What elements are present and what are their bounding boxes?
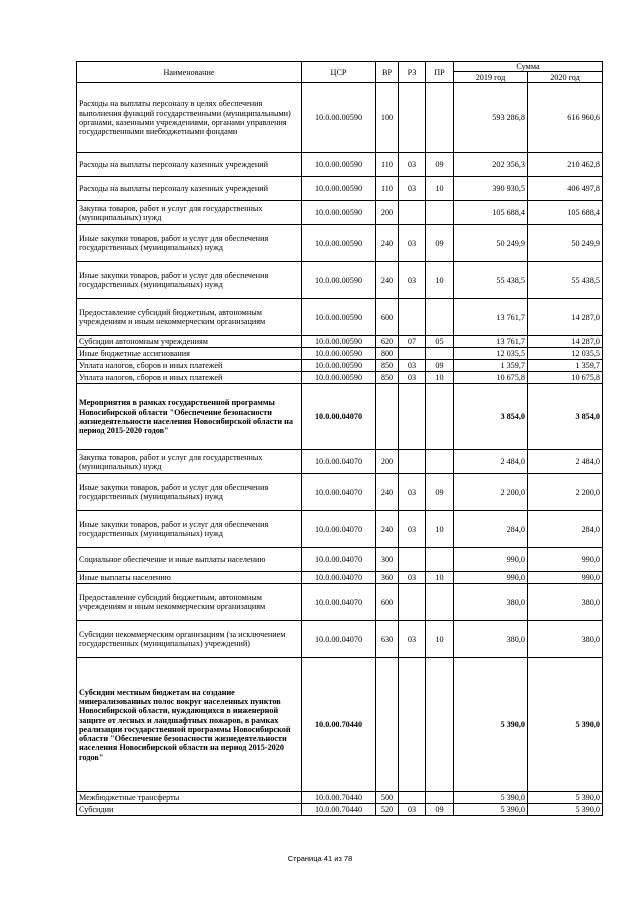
- row-csr: 10.0.00.70440: [302, 792, 376, 804]
- row-sum-2020: 14 287,0: [528, 299, 603, 336]
- row-rz: [399, 792, 426, 804]
- row-pr: 10: [426, 372, 454, 384]
- row-sum-2020: 210 462,8: [528, 153, 603, 177]
- row-sum-2019: 1 359,7: [454, 360, 528, 372]
- row-name: Закупка товаров, работ и услуг для государственных (муниципальных) нужд: [77, 201, 302, 225]
- page-footer: Страница 41 из 78: [287, 854, 353, 863]
- row-name: Уплата налогов, сборов и иных платежей: [77, 372, 302, 384]
- row-pr: [426, 584, 454, 621]
- row-csr: 10.0.00.04070: [302, 621, 376, 658]
- row-rz: 03: [399, 262, 426, 299]
- row-vr: 240: [376, 225, 399, 262]
- row-sum-2019: 2 200,0: [454, 474, 528, 511]
- row-rz: 03: [399, 372, 426, 384]
- row-csr: 10.0.00.00590: [302, 360, 376, 372]
- row-pr: 10: [426, 177, 454, 201]
- row-name: Иные закупки товаров, работ и услуг для обеспечения государственных (муниципальных) нужд: [77, 262, 302, 299]
- table-row: [77, 201, 603, 225]
- row-rz: 03: [399, 177, 426, 201]
- row-vr: 300: [376, 548, 399, 572]
- table-row: [77, 584, 603, 621]
- table-row: [77, 262, 603, 299]
- row-pr: 09: [426, 225, 454, 262]
- header-sum: Сумма: [454, 62, 603, 72]
- row-rz: [399, 548, 426, 572]
- row-rz: 03: [399, 360, 426, 372]
- row-csr: 10.0.00.04070: [302, 584, 376, 621]
- row-name: Иные закупки товаров, работ и услуг для обеспечения государственных (муниципальных) нужд: [77, 511, 302, 548]
- row-vr: 500: [376, 792, 399, 804]
- row-csr: 10.0.00.00590: [302, 348, 376, 360]
- table-row: [77, 153, 603, 177]
- row-csr: 10.0.00.04070: [302, 548, 376, 572]
- row-sum-2019: 50 249,9: [454, 225, 528, 262]
- row-rz: [399, 584, 426, 621]
- row-name: Субсидии некоммерческим организациям (за исключением государственных (муниципальных) учреждений): [77, 621, 302, 658]
- row-rz: 03: [399, 511, 426, 548]
- row-sum-2020: 55 438,5: [528, 262, 603, 299]
- table-row: [77, 792, 603, 804]
- table-row: [77, 384, 603, 450]
- row-sum-2019: 390 930,5: [454, 177, 528, 201]
- table-row: [77, 572, 603, 584]
- row-csr: 10.0.00.04070: [302, 474, 376, 511]
- row-name: Предоставление субсидий бюджетным, автономным учреждениям и иным некоммерческим организациям: [77, 299, 302, 336]
- row-sum-2019: 3 854,0: [454, 384, 528, 450]
- row-sum-2020: 5 390,0: [528, 658, 603, 792]
- budget-table: [76, 61, 603, 816]
- row-rz: [399, 658, 426, 792]
- row-pr: 10: [426, 262, 454, 299]
- row-sum-2019: 55 438,5: [454, 262, 528, 299]
- row-pr: 10: [426, 572, 454, 584]
- table-row: [77, 804, 603, 816]
- row-sum-2019: 202 356,3: [454, 153, 528, 177]
- row-sum-2020: 284,0: [528, 511, 603, 548]
- row-name: Расходы на выплаты персоналу казенных учреждений: [77, 177, 302, 201]
- row-csr: 10.0.00.70440: [302, 658, 376, 792]
- row-sum-2019: 990,0: [454, 548, 528, 572]
- row-name: Иные выплаты населению: [77, 572, 302, 584]
- row-pr: 10: [426, 511, 454, 548]
- row-csr: 10.0.00.00590: [302, 372, 376, 384]
- table-row: [77, 83, 603, 153]
- table-row: [77, 474, 603, 511]
- row-sum-2019: 990,0: [454, 572, 528, 584]
- header-name: Наименование: [77, 62, 302, 83]
- row-csr: 10.0.00.00590: [302, 83, 376, 153]
- row-csr: 10.0.00.70440: [302, 804, 376, 816]
- row-sum-2020: 5 390,0: [528, 804, 603, 816]
- row-vr: 630: [376, 621, 399, 658]
- row-vr: 800: [376, 348, 399, 360]
- row-vr: 600: [376, 299, 399, 336]
- row-sum-2020: 2 484,0: [528, 450, 603, 474]
- row-csr: 10.0.00.04070: [302, 511, 376, 548]
- row-pr: 09: [426, 360, 454, 372]
- header-rz: РЗ: [399, 62, 426, 83]
- row-sum-2019: 12 035,5: [454, 348, 528, 360]
- row-pr: [426, 792, 454, 804]
- row-rz: [399, 348, 426, 360]
- row-vr: 110: [376, 177, 399, 201]
- row-sum-2020: 616 960,6: [528, 83, 603, 153]
- row-name: Субсидии автономным учреждениям: [77, 336, 302, 348]
- row-vr: 200: [376, 450, 399, 474]
- row-sum-2019: 13 761,7: [454, 299, 528, 336]
- row-sum-2019: 2 484,0: [454, 450, 528, 474]
- row-name: Иные закупки товаров, работ и услуг для обеспечения государственных (муниципальных) нужд: [77, 474, 302, 511]
- row-sum-2020: 1 359,7: [528, 360, 603, 372]
- row-sum-2019: 5 390,0: [454, 804, 528, 816]
- table-row: [77, 372, 603, 384]
- row-csr: 10.0.00.00590: [302, 299, 376, 336]
- row-pr: [426, 201, 454, 225]
- row-name: Закупка товаров, работ и услуг для государственных (муниципальных) нужд: [77, 450, 302, 474]
- table-row: [77, 360, 603, 372]
- header-2020: 2020 год: [528, 72, 603, 83]
- row-csr: 10.0.00.04070: [302, 384, 376, 450]
- row-sum-2019: 5 390,0: [454, 658, 528, 792]
- row-pr: 10: [426, 621, 454, 658]
- row-name: Субсидии: [77, 804, 302, 816]
- row-name: Межбюджетные трансферты: [77, 792, 302, 804]
- row-vr: [376, 658, 399, 792]
- row-pr: 09: [426, 474, 454, 511]
- row-sum-2020: 2 200,0: [528, 474, 603, 511]
- table-row: [77, 511, 603, 548]
- row-rz: [399, 384, 426, 450]
- row-name: Субсидии местным бюджетам на создание минерализованных полос вокруг населенных пунктов Новосибирской области, нуждающихся в инженерной защите от лесных и ландшафтных пожаров, в рамках реализации государственной программы Новосибирской области "Обеспечение безопасности жизнедеятельности населения Новосибирской области на период 2015-2020 годов": [77, 658, 302, 792]
- row-rz: 03: [399, 804, 426, 816]
- row-vr: 100: [376, 83, 399, 153]
- row-csr: 10.0.00.04070: [302, 450, 376, 474]
- row-vr: 620: [376, 336, 399, 348]
- row-vr: 200: [376, 201, 399, 225]
- row-sum-2020: 380,0: [528, 621, 603, 658]
- table-row: [77, 621, 603, 658]
- row-rz: 03: [399, 153, 426, 177]
- row-sum-2020: 14 287,0: [528, 336, 603, 348]
- row-name: Расходы на выплаты персоналу в целях обеспечения выполнения функций государственными (муниципальными) органами, казенными учреждениями, органами управления государственными внебюджетными фондами: [77, 83, 302, 153]
- row-name: Иные закупки товаров, работ и услуг для обеспечения государственных (муниципальных) нужд: [77, 225, 302, 262]
- row-name: Социальное обеспечение и иные выплаты населению: [77, 548, 302, 572]
- row-pr: 09: [426, 804, 454, 816]
- row-rz: [399, 83, 426, 153]
- row-rz: 03: [399, 474, 426, 511]
- table-row: [77, 348, 603, 360]
- row-sum-2019: 10 675,8: [454, 372, 528, 384]
- row-csr: 10.0.00.04070: [302, 572, 376, 584]
- header-pr: ПР: [426, 62, 454, 83]
- header-vr: ВР: [376, 62, 399, 83]
- row-vr: 240: [376, 262, 399, 299]
- row-pr: 09: [426, 153, 454, 177]
- row-vr: 600: [376, 584, 399, 621]
- row-sum-2020: 3 854,0: [528, 384, 603, 450]
- row-pr: [426, 384, 454, 450]
- row-pr: [426, 299, 454, 336]
- row-sum-2019: 13 761,7: [454, 336, 528, 348]
- row-pr: 05: [426, 336, 454, 348]
- row-csr: 10.0.00.00590: [302, 177, 376, 201]
- row-vr: 360: [376, 572, 399, 584]
- row-sum-2019: 380,0: [454, 621, 528, 658]
- table-row: [77, 450, 603, 474]
- row-vr: 520: [376, 804, 399, 816]
- row-pr: [426, 83, 454, 153]
- row-csr: 10.0.00.00590: [302, 336, 376, 348]
- row-name: Иные бюджетные ассигнования: [77, 348, 302, 360]
- row-vr: 110: [376, 153, 399, 177]
- row-sum-2019: 380,0: [454, 584, 528, 621]
- row-vr: 240: [376, 511, 399, 548]
- row-name: Предоставление субсидий бюджетным, автономным учреждениям и иным некоммерческим организациям: [77, 584, 302, 621]
- row-sum-2020: 990,0: [528, 548, 603, 572]
- row-vr: 850: [376, 360, 399, 372]
- row-csr: 10.0.00.00590: [302, 262, 376, 299]
- table-row: [77, 177, 603, 201]
- header-2019: 2019 год: [454, 72, 528, 83]
- row-sum-2020: 12 035,5: [528, 348, 603, 360]
- table-row: [77, 658, 603, 792]
- row-vr: 240: [376, 474, 399, 511]
- row-rz: 03: [399, 225, 426, 262]
- row-vr: [376, 384, 399, 450]
- row-rz: [399, 450, 426, 474]
- row-rz: [399, 201, 426, 225]
- row-name: Расходы на выплаты персоналу казенных учреждений: [77, 153, 302, 177]
- row-csr: 10.0.00.00590: [302, 201, 376, 225]
- row-sum-2019: 5 390,0: [454, 792, 528, 804]
- table-row: [77, 336, 603, 348]
- row-rz: 07: [399, 336, 426, 348]
- row-sum-2019: 105 688,4: [454, 201, 528, 225]
- row-sum-2020: 105 688,4: [528, 201, 603, 225]
- row-csr: 10.0.00.00590: [302, 225, 376, 262]
- row-pr: [426, 348, 454, 360]
- row-sum-2020: 10 675,8: [528, 372, 603, 384]
- row-sum-2020: 50 249,9: [528, 225, 603, 262]
- row-pr: [426, 658, 454, 792]
- row-rz: [399, 299, 426, 336]
- row-sum-2020: 406 497,8: [528, 177, 603, 201]
- row-vr: 850: [376, 372, 399, 384]
- row-pr: [426, 450, 454, 474]
- row-sum-2019: 284,0: [454, 511, 528, 548]
- row-pr: [426, 548, 454, 572]
- row-name: Мероприятия в рамках государственной программы Новосибирской области "Обеспечение безопасности жизнедеятельности населения Новосибирской области на период 2015-2020 годов": [77, 384, 302, 450]
- row-csr: 10.0.00.00590: [302, 153, 376, 177]
- table-row: [77, 548, 603, 572]
- row-rz: 03: [399, 572, 426, 584]
- header-csr: ЦСР: [302, 62, 376, 83]
- row-sum-2020: 990,0: [528, 572, 603, 584]
- table-row: [77, 225, 603, 262]
- row-sum-2019: 593 286,8: [454, 83, 528, 153]
- table-row: [77, 299, 603, 336]
- table-body: [77, 83, 603, 816]
- row-rz: 03: [399, 621, 426, 658]
- row-name: Уплата налогов, сборов и иных платежей: [77, 360, 302, 372]
- row-sum-2020: 380,0: [528, 584, 603, 621]
- row-sum-2020: 5 390,0: [528, 792, 603, 804]
